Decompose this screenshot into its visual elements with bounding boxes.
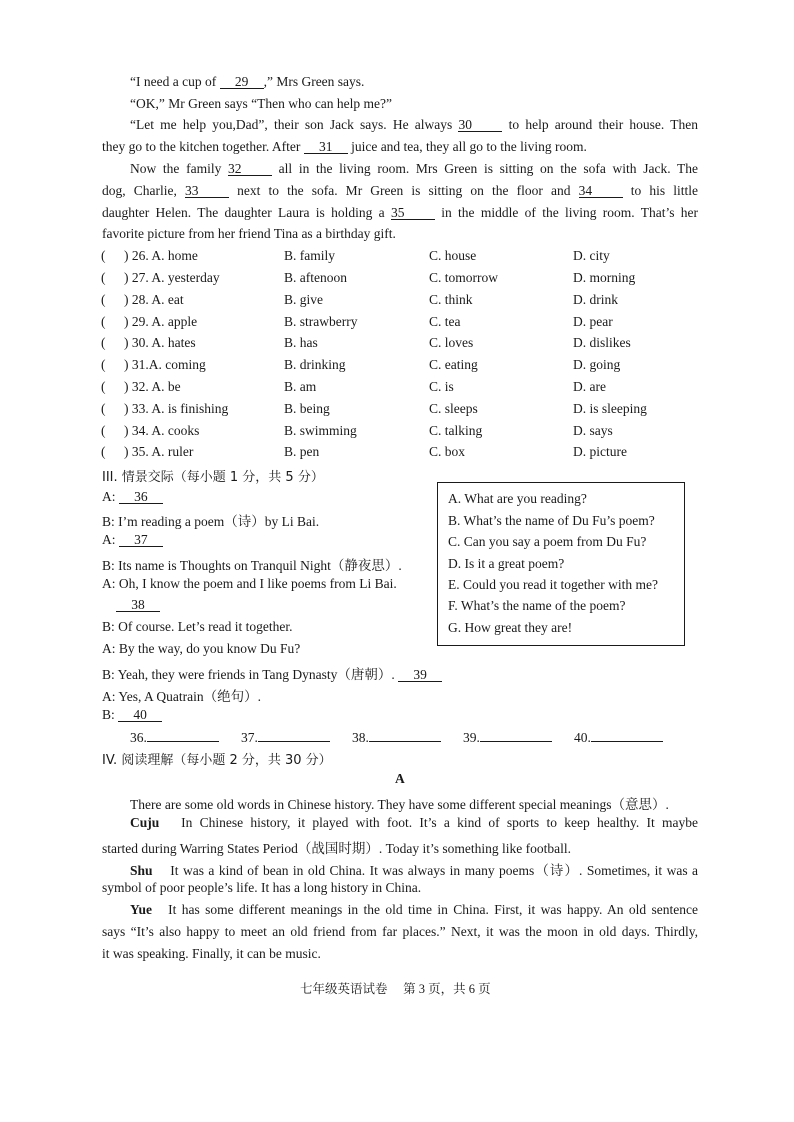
- option-a: A. What are you reading?: [448, 491, 587, 506]
- choice-d: D. dislikes: [573, 335, 631, 350]
- choice-a: ) 26. A. home: [124, 248, 198, 263]
- answer-blank[interactable]: [369, 729, 441, 742]
- blank-36: 36: [119, 490, 163, 504]
- story-line-6: dog, Charlie, 33 next to the sofa. Mr Green is sitting on the floor and 34 to his little: [102, 183, 698, 198]
- option-g: G. How great they are!: [448, 620, 573, 635]
- answer-paren: (: [101, 423, 106, 438]
- dialog-line-11: B: 40: [102, 707, 162, 723]
- choice-b: B. has: [284, 335, 318, 350]
- option-e: E. Could you read it together with me?: [448, 577, 658, 592]
- options-box: [437, 482, 685, 646]
- choice-b: B. being: [284, 401, 330, 416]
- dialog-line-2: B: I’m reading a poem（诗）by Li Bai.: [102, 514, 320, 529]
- dialog-line-9: B: Yeah, they were friends in Tang Dynasty（唐朝）. 39: [102, 663, 442, 683]
- yue-line-3: it was speaking. Finally, it can be music.: [102, 946, 321, 961]
- choice-c: C. is: [429, 379, 454, 394]
- choice-b: B. aftenoon: [284, 270, 347, 285]
- option-c: C. Can you say a poem from Du Fu?: [448, 534, 647, 549]
- blank-32: 32: [228, 162, 272, 176]
- dialog-line-1: A: 36: [102, 489, 163, 505]
- shu-term: Shu: [130, 863, 153, 878]
- answer-blank[interactable]: [258, 729, 330, 742]
- choice-c: C. box: [429, 444, 466, 459]
- dialog-line-3: A: 37: [102, 532, 163, 548]
- blank-37: 37: [119, 533, 163, 547]
- cuju-term: Cuju: [130, 815, 160, 830]
- story-line-3: “Let me help you,Dad”, their son Jack says. He always 30 to help around their house. Then: [130, 117, 698, 132]
- choice-b: B. strawberry: [284, 314, 358, 329]
- story-line-1: “I need a cup of 29 ,” Mrs Green says.: [130, 74, 365, 89]
- choice-b: B. family: [284, 248, 335, 263]
- choice-b: B. give: [284, 292, 323, 307]
- choice-d: D. is sleeping: [573, 401, 647, 416]
- choice-d: D. are: [573, 379, 606, 394]
- answer-paren: (: [101, 335, 106, 350]
- choice-c: C. loves: [429, 335, 474, 350]
- choice-d: D. picture: [573, 444, 627, 459]
- choice-c: C. house: [429, 248, 477, 263]
- dialog-line-6: [116, 597, 160, 613]
- yue-line-1: Yue It has some different meanings in the old time in China. First, it was happy. An old sentence: [130, 902, 699, 917]
- choice-a: ) 27. A. yesterday: [124, 270, 220, 285]
- yue-term: Yue: [130, 902, 153, 917]
- choice-c: C. sleeps: [429, 401, 478, 416]
- story-line-2: “OK,” Mr Green says “Then who can help me?”: [130, 96, 393, 111]
- choice-c: C. tea: [429, 314, 461, 329]
- story-line-5: Now the family 32 all in the living room. Mrs Green is sitting on the sofa with Jack. The: [130, 161, 698, 176]
- choice-a: ) 33. A. is finishing: [124, 401, 229, 416]
- dialog-line-5: A: Oh, I know the poem and I like poems from Li Bai.: [102, 576, 397, 591]
- choice-c: C. tomorrow: [429, 270, 498, 285]
- footer: [300, 979, 491, 997]
- answer-paren: (: [101, 401, 106, 416]
- choice-b: B. pen: [284, 444, 320, 459]
- answer-line-39[interactable]: 39.: [463, 729, 552, 746]
- story-line-4: they go to the kitchen together. After 31 juice and tea, they all go to the living room.: [102, 139, 587, 154]
- section-4-heading: IV. 阅读理解（每小题 2 分，共 30 分）: [102, 753, 332, 768]
- choice-a: ) 31.A. coming: [124, 357, 206, 372]
- footer-page: 第 3 页，共 6 页: [403, 982, 491, 996]
- choice-d: D. pear: [573, 314, 613, 329]
- answer-paren: (: [101, 444, 106, 459]
- choice-d: D. drink: [573, 292, 618, 307]
- choice-d: D. going: [573, 357, 621, 372]
- blank-39: 39: [398, 668, 442, 682]
- choice-a: ) 35. A. ruler: [124, 444, 194, 459]
- choice-b: B. drinking: [284, 357, 346, 372]
- choice-a: ) 28. A. eat: [124, 292, 184, 307]
- option-f: F. What’s the name of the poem?: [448, 598, 626, 613]
- story-line-7: daughter Helen. The daughter Laura is holding a 35 in the middle of the living room. That’s her: [102, 205, 698, 220]
- blank-31: 31: [304, 140, 348, 154]
- blank-38: 38: [116, 598, 160, 612]
- shu-line-2: symbol of poor people’s life. It has a long history in China.: [102, 880, 422, 895]
- choice-b: B. am: [284, 379, 317, 394]
- choice-d: D. city: [573, 248, 610, 263]
- yue-line-2: says “It’s also happy to meet an old friend from far places.” Next, it was the moon in old days. Thirdly,: [102, 924, 698, 939]
- choice-d: D. says: [573, 423, 613, 438]
- answer-blank[interactable]: [147, 729, 219, 742]
- choice-a: ) 30. A. hates: [124, 335, 196, 350]
- dialog-line-10: A: Yes, A Quatrain（绝句）.: [102, 689, 262, 704]
- answer-paren: (: [101, 292, 106, 307]
- blank-35: 35: [391, 206, 435, 220]
- story-line-8: favorite picture from her friend Tina as a birthday gift.: [102, 226, 396, 241]
- choice-c: C. think: [429, 292, 473, 307]
- answer-line-36[interactable]: 36.: [130, 729, 219, 746]
- cuju-line-1: Cuju In Chinese history, it played with foot. It’s a kind of sports to keep healthy. It maybe: [130, 815, 698, 830]
- choice-a: ) 32. A. be: [124, 379, 181, 394]
- blank-40: 40: [118, 708, 162, 722]
- choice-a: ) 29. A. apple: [124, 314, 198, 329]
- cuju-line-2: started during Warring States Period（战国时期）. Today it’s something like football.: [102, 841, 572, 856]
- blank-34: 34: [579, 184, 623, 198]
- blank-29: 29: [220, 75, 264, 89]
- answer-paren: (: [101, 379, 106, 394]
- answer-blank[interactable]: [591, 729, 663, 742]
- choice-c: C. talking: [429, 423, 483, 438]
- shu-line-1: Shu It was a kind of bean in old China. It was always in many poems（诗）. Sometimes, it was a: [130, 863, 699, 878]
- option-b: B. What’s the name of Du Fu’s poem?: [448, 513, 655, 528]
- passage-label: A: [395, 771, 405, 786]
- section-3-heading: III. 情景交际（每小题 1 分，共 5 分）: [102, 470, 324, 485]
- choice-c: C. eating: [429, 357, 478, 372]
- footer-title: 七年级英语试卷: [300, 982, 388, 996]
- answer-line-37[interactable]: 37.: [241, 729, 330, 746]
- blank-33: 33: [185, 184, 229, 198]
- passage-intro: There are some old words in Chinese history. They have some different special meanings（意思）.: [130, 797, 669, 812]
- answer-line-40[interactable]: 40.: [574, 729, 663, 746]
- answer-paren: (: [101, 270, 106, 285]
- dialog-line-7: B: Of course. Let’s read it together.: [102, 619, 293, 634]
- choice-a: ) 34. A. cooks: [124, 423, 200, 438]
- choice-d: D. morning: [573, 270, 636, 285]
- answer-paren: (: [101, 314, 106, 329]
- dialog-line-4: B: Its name is Thoughts on Tranquil Night（静夜思）.: [102, 558, 402, 573]
- choice-b: B. swimming: [284, 423, 357, 438]
- option-d: D. Is it a great poem?: [448, 556, 565, 571]
- answer-line-38[interactable]: 38.: [352, 729, 441, 746]
- answer-paren: (: [101, 357, 106, 372]
- dialog-line-8: A: By the way, do you know Du Fu?: [102, 641, 301, 656]
- blank-30: 30: [458, 118, 502, 132]
- answer-paren: (: [101, 248, 106, 263]
- answer-blank[interactable]: [480, 729, 552, 742]
